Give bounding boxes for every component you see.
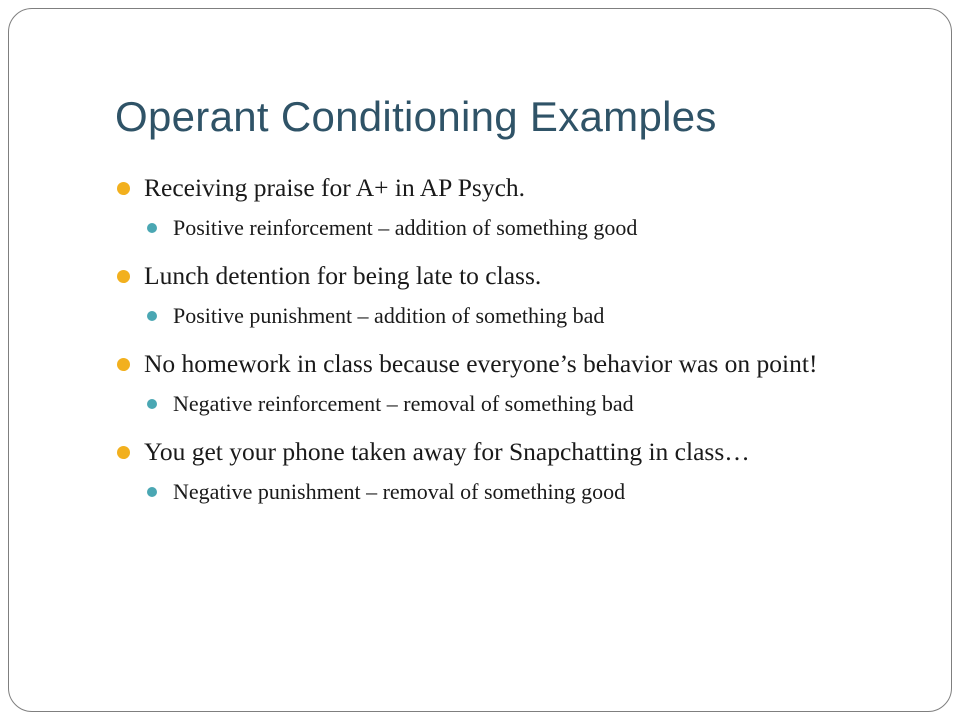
- bullet-dot-icon: [117, 270, 130, 283]
- bullet-item: [115, 435, 905, 507]
- sub-bullet-dot-icon: [147, 487, 157, 497]
- sub-bullet-text: Positive reinforcement – addition of something good: [173, 215, 638, 240]
- sub-bullet-list: [144, 301, 905, 331]
- bullet-text: No homework in class because everyone’s behavior was on point!: [144, 349, 818, 378]
- bullet-dot-icon: [117, 446, 130, 459]
- bullet-item: [115, 347, 905, 419]
- bullet-dot-icon: [117, 358, 130, 371]
- sub-bullet-list: [144, 477, 905, 507]
- sub-bullet-dot-icon: [147, 399, 157, 409]
- bullet-text: Lunch detention for being late to class.: [144, 261, 542, 290]
- bullet-text: Receiving praise for A+ in AP Psych.: [144, 173, 526, 202]
- slide-title: Operant Conditioning Examples: [115, 93, 717, 140]
- bullet-text: You get your phone taken away for Snapchatting in class…: [144, 437, 750, 466]
- sub-bullet-item: [144, 389, 905, 419]
- bullet-item: [115, 259, 905, 331]
- sub-bullet-item: [144, 301, 905, 331]
- sub-bullet-item: [144, 477, 905, 507]
- sub-bullet-text: Negative reinforcement – removal of something bad: [173, 391, 634, 416]
- bullet-list: [115, 171, 905, 507]
- sub-bullet-text: Negative punishment – removal of something good: [173, 479, 626, 504]
- sub-bullet-dot-icon: [147, 311, 157, 321]
- bullet-dot-icon: [117, 182, 130, 195]
- sub-bullet-text: Positive punishment – addition of something bad: [173, 303, 605, 328]
- slide-frame: [8, 8, 952, 712]
- sub-bullet-dot-icon: [147, 223, 157, 233]
- bullet-item: [115, 171, 905, 243]
- sub-bullet-list: [144, 389, 905, 419]
- sub-bullet-list: [144, 213, 905, 243]
- sub-bullet-item: [144, 213, 905, 243]
